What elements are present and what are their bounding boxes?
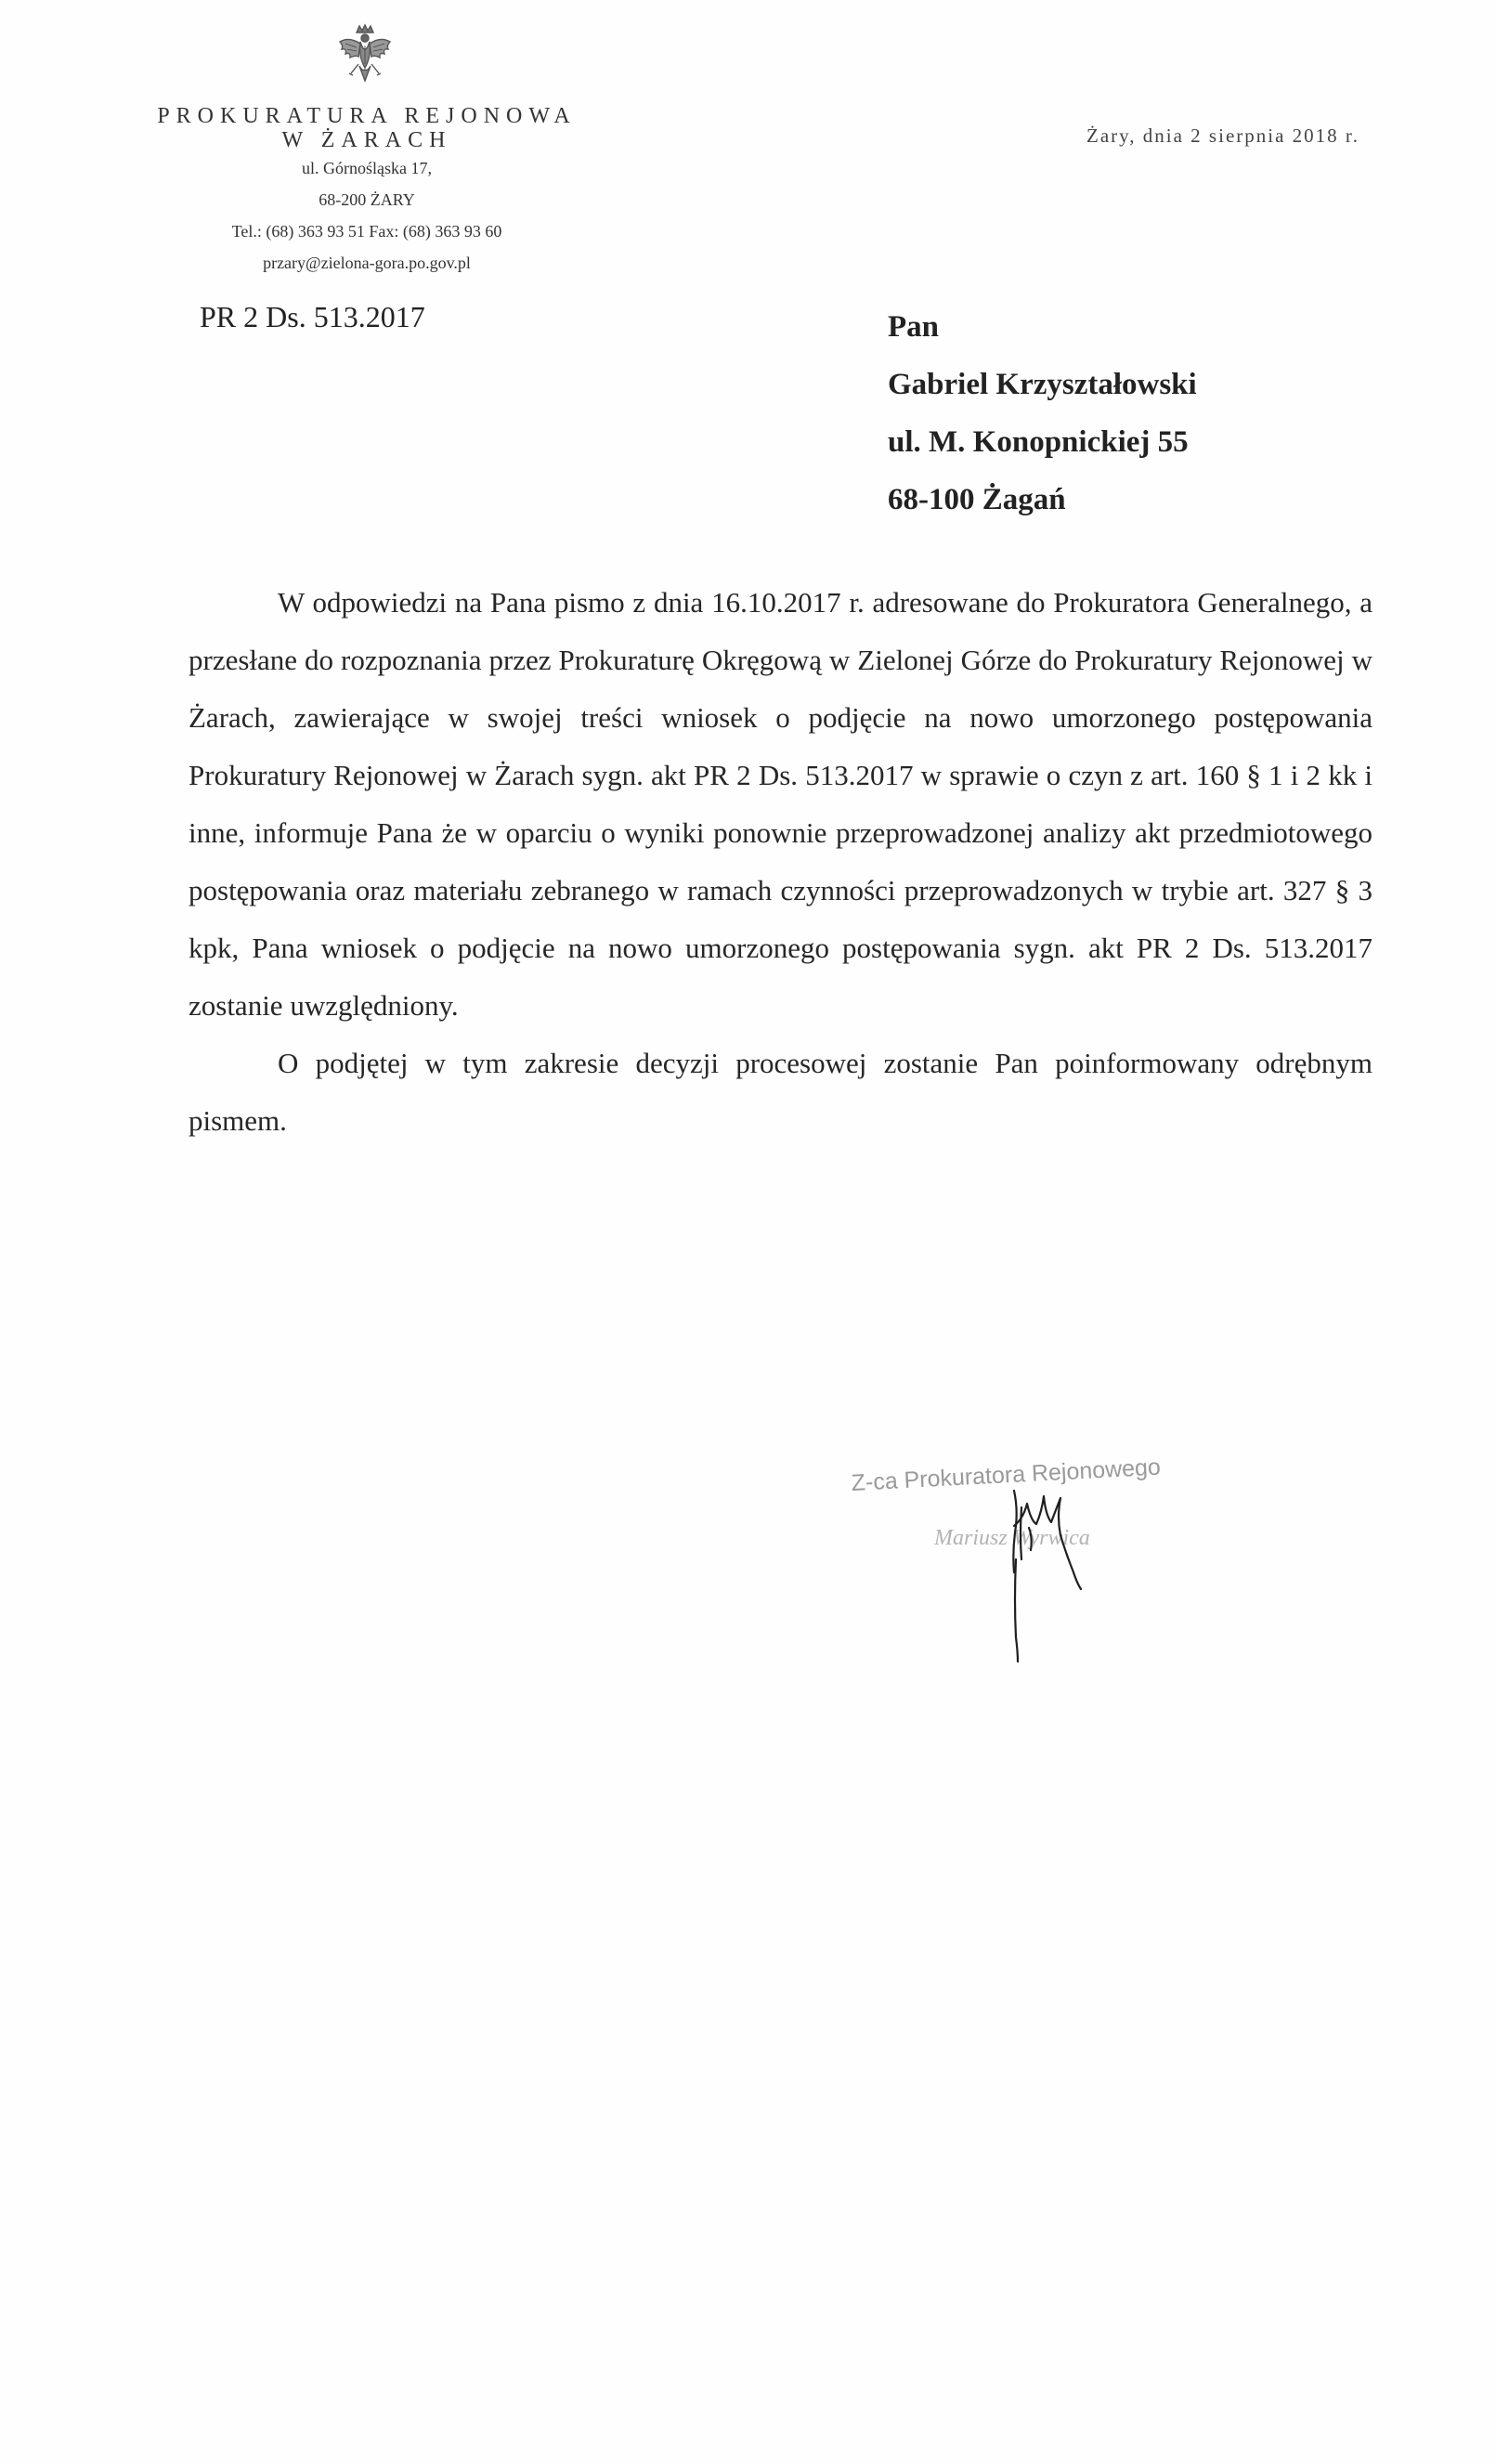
office-email: przary@zielona-gora.po.gov.pl [263,254,471,272]
recipient-salutation: Pan [888,310,940,344]
case-reference: PR 2 Ds. 513.2017 [200,300,425,333]
office-phone-fax: Tel.: (68) 363 93 51 Fax: (68) 363 93 60 [231,222,502,241]
eagle-emblem-icon [336,23,394,90]
letter-date: Żary, dnia 2 sierpnia 2018 r. [1086,124,1359,147]
body-paragraph: W odpowiedzi na Pana pismo z dnia 16.10.2017 r. adresowane do Prokuratora Generalnego, a przesłane do rozpoznania przez Prokuraturę Okręgową w Zielonej Górze do Prokuratury Rejonowej w Żarach, zawierające w swojej treści wniosek o podjęcie na nowo umorzonego postępowania Prokuratury Rejonowej w Żarach sygn. akt PR 2 Ds. 513.2017 w sprawie o czyn z art. 160 § 1 i 2 kk i inne, informuje Pana że w oparciu o wyniki ponownie przeprowadzonej analizy akt przedmiotowego postępowania oraz materiału zebranego w ramach czynności przeprowadzonych w trybie art. 327 § 3 kpk, Pana wniosek o podjęcie na nowo umorzonego postępowania sygn. akt PR 2 Ds. 513.2017 zostanie uwzględniony. [189,586,1372,1022]
stamp-name: Mariusz Wyrwica [934,1526,1090,1550]
office-header [130,104,604,279]
handwritten-signature-icon [851,1470,1241,1684]
office-street: ul. Górnośląska 17, [302,159,432,177]
office-name: PROKURATURA REJONOWA [157,104,577,128]
recipient-block [888,298,1197,528]
recipient-street: ul. M. Konopnickiej 55 [888,425,1189,459]
office-postal-city: 68-200 ŻARY [319,190,415,209]
stamp-title: Z-ca Prokuratora Rejonowego [851,1454,1162,1496]
official-stamp [851,1454,1241,1684]
office-city: W ŻARACH [281,128,452,152]
letter-body [189,574,1372,1150]
recipient-city: 68-100 Żagań [888,483,1066,516]
body-paragraph: O podjętej w tym zakresie decyzji procesowej zostanie Pan poinformowany odrębnym pismem. [189,1047,1372,1137]
recipient-name: Gabriel Krzyształowski [888,368,1197,401]
